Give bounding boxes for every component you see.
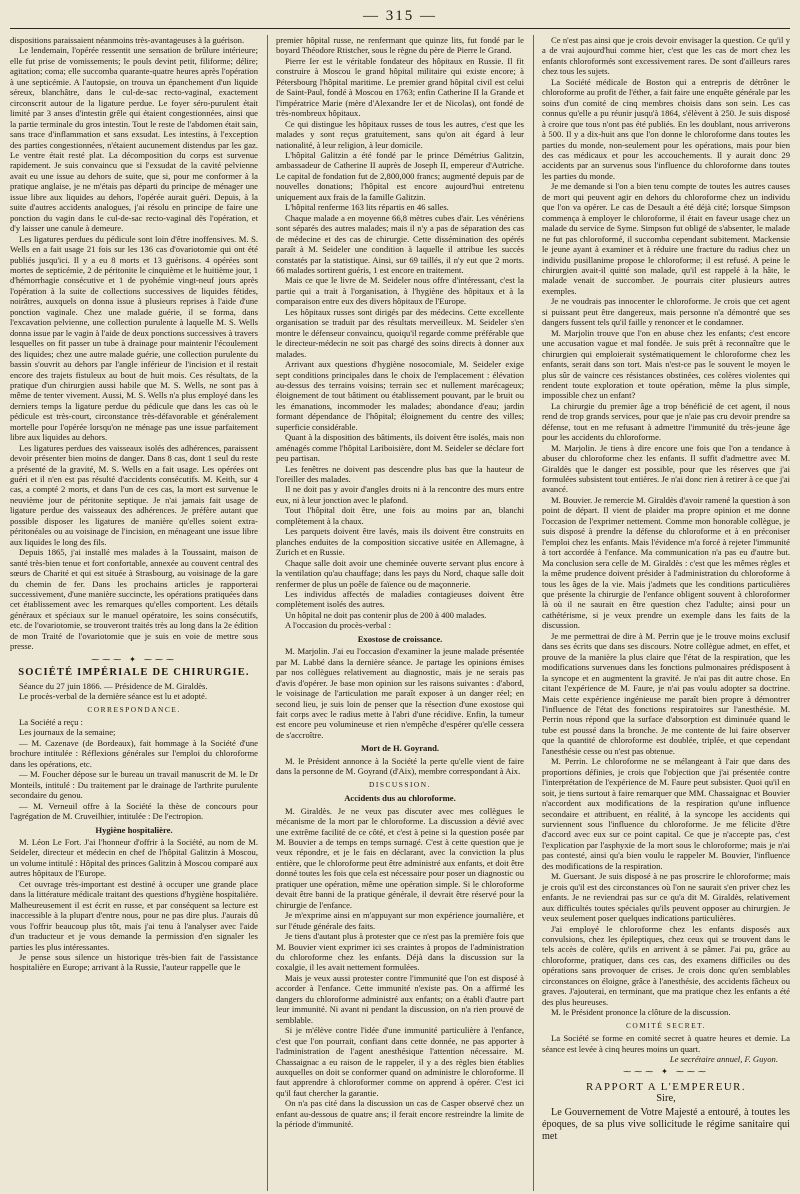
paragraph: La chirurgie du premier âge a trop bénéficié de cet agent, il nous rend de trop grands services, pour que je n'aie pas cru devoir prendre sa défense, tout en me refusant à admettre l'immunité du très-jeune âge pour les accidents du chloroforme.	[542, 400, 790, 443]
hospital-heading: Hygiène hospitalière.	[95, 824, 173, 835]
paragraph: Les parquets doivent être lavés, mais ils doivent être construits en planches enduites de la composition siccative usitée en Allemagne, à Zurich et en Russie.	[276, 526, 524, 558]
discussion-label: DISCUSSION.	[369, 779, 431, 789]
paragraph: Chaque malade a en moyenne 66,8 mètres cubes d'air. Les vénériens sont séparés des autres malades; mais il n'y a pas de séparation des cas de médecine et des cas de chirurgie. Cette dissémination des opérés paraît à M. Seideler une condition à laquelle il attribue les succès constatés par la statistique. Ainsi, sur 69 taillés, il n'y eut que 2 morts. 66 malades sortirent guéris, 1 est encore en traitement.	[276, 212, 524, 275]
columns	[10, 35, 790, 1191]
paragraph: M. Giraldès. Je ne veux pas discuter avec mes collègues le mécanisme de la mort par le chloroforme. La discussion a dévié avec une extrême facilité de ce côté, et c'est à peine si la question posée par M. Bouvier a de temps en temps surnagé. C'est à cette question que je veux répondre, et je le fais en déclarant, avec la conviction la plus entière, que le chloroforme peut être administré aux enfants, et doit être donné toutes les fois que cela est nécessaire pour poser un diagnostic ou pratiquer une opération, même une opération simple. Si le chloroforme devait être banni de la pratique générale, il devrait être réservé pour la chirurgie de l'enfance.	[276, 805, 524, 910]
paragraph: L'hôpital Galitzin a été fondé par le prince Démétrius Galitzin, ambassadeur de Catherine II auprès de Joseph II, empereur d'Autriche. Le capital de fondation fut de 2,800,000 francs; augmenté depuis par de nouvelles donations; l'hôpital est encore aujourd'hui entretenu uniquement aux frais de la famille Galitzin.	[276, 149, 524, 202]
paragraph: Je me demande si l'on a bien tenu compte de toutes les autres causes de mort qui peuvent agir en dehors du chloroforme chez un individu que l'on va opérer. Le cas de Desault a été déjà cité; lorsque Simpson commença à employer le chloroforme, il était en faveur usage chez un malade du service de Syme. Simpson fut obligé de s'absenter, le malade ne fut pas chloroformé, il succomba cependant subitement. Mackensie le jeune ayant à examiner et à réduire une fracture du radius chez un individu pusillanime propose le chloroforme; il est refusé. A peine le chirurgien avait-il quitté son malade, qu'il est rappelé à la hâte, le malade venait de succomber. Je pourrais citer plusieurs autres exemples.	[542, 181, 790, 296]
correspondence-item: — M. Cazenave (de Bordeaux), fait hommage à la Société d'une brochure intitulée : Réflexions générales sur l'emploi du chloroforme dans les opérations, etc.	[10, 737, 258, 769]
paragraph: Tout l'hôpital doit être, une fois au moins par an, blanchi complètement à la chaux.	[276, 505, 524, 526]
paragraph: On n'a pas cité dans la discussion un cas de Casper observé chez un enfant au-dessous de quatre ans; il ferait encore restreindre la limite de la période d'immunité.	[276, 1098, 524, 1130]
paragraph: Je me permettrai de dire à M. Perrin que je le trouve moins exclusif dans ses écrits que dans ses discours. Notre collègue admet, en effet, et prouve de la manière la plus claire que l'état de la respiration, que les modifications survenues dans les fonctions pulmonaires prédisposent à la syncope et en augmentent la gravité. Je n'ai pas dit autre chose. En citant l'expérience de M. Faure, je n'ai pas voulu adopter sa doctrine. Mais cette expérience ingénieuse me paraît bien propre à démontrer l'influence de l'état des fonctions respiratoires sur l'anesthésie. M. Perrin nous répond que la surface d'absorption est diminuée quand le tube est poussé dans la bronche. Je me contente de lui faire observer que la quantité de chloroforme est doublée, triplée, et que cependant l'anesthésie cesse ou n'est pas obtenue.	[542, 630, 790, 756]
croissance-heading: Exostose de croissance.	[357, 633, 443, 644]
paragraph: Si je m'élève contre l'idée d'une immunité particulière à l'enfance, c'est que l'on pourrait, confiant dans cette donnée, ne pas apporter à l'administration de l'agent anesthésique l'attention nécessaire. M. Chassaignac a eu raison de le rappeler, il y a des règles bien établies auxquelles on doit se conformer quand on administre le chloroforme. Il faut apprendre à chloroformer comme on apprend à opérer. C'est ici qu'il faut chercher la garantie.	[276, 1025, 524, 1098]
paragraph: J'ai employé le chloroforme chez les enfants disposés aux convulsions, chez les épileptiques, chez ceux qui se trouvent dans le tels accès de colère, qu'ils en arrivent à se pâmer. J'ai pu, grâce au chloroforme, pratiquer, dans ces cas, des examens difficiles ou des opérations sans provoquer de crises. Je crois donc qu'en semblables circonstances on éloigne, grâce à l'anesthésie, des accidents fâcheux ou graves. J'ajouterai, en terminant, que ma pratique chez les enfants a été des plus heureuses.	[542, 923, 790, 1007]
paragraph: Depuis 1865, j'ai installé mes malades à la Toussaint, maison de santé très-bien tenue et fort confortable, annexée au couvent central des sœurs de Charité et qui est située à Strasbourg, au voisinage de la gare du chemin de fer. Dans les prochains articles je rapporterai successivement, d'une manière succincte, les opérations pratiquées dans cet établissement avec les remarques qu'elles comportent. Les détails généraux et spéciaux sur le manuel opératoire, les soins consécutifs, etc. de l'ovariotomie, se trouveront traités très au long dans la 2e édition de mon Traité de l'ovariotomie que je suis en voie de mettre sous presse.	[10, 547, 258, 652]
paragraph: Les ligatures perdues des vaisseaux isolés des adhérences, paraissent devoir présenter bien moins de danger. Dans 8 cas, dont 1 seul du reste a présenté de la gravité, M. S. Wells en a fait usage. Les opérées ont guéri et il n'en est pas résulté d'accidents consécutifs. M. Keith, sur 4 cas, a compté 2 morts, et dans l'un de ces cas, la mort est survenue le neuvième jour de péritonite septique. Je n'ai jamais fait usage de ligature perdue des vaisseaux des adhérences. Je préfère autant que possible disposer les ligatures de manière qu'elles soient extra-péritonéales ou au voisinage de l'incision, en ménageant une issue libre aux liquides le long des fils.	[10, 442, 258, 547]
paragraph: Les ligatures perdues du pédicule sont loin d'être inoffensives. M. S. Wells en a fait usage 21 fois sur les 136 cas d'ovariotomie qui ont été publiés jusqu'ici. Il y a eu 8 morts et 13 guérisons. 4 opérées sont mortes de septicémie, 2 de péritonite le cinquième et le huitième jour, 1 d'hémorrhagie consécutive et 1 de pyohémie vingt-neuf jours après l'opération à la suite de collections successives de liquides fétides, noirâtres, auxquels on donna issue à plusieurs reprises à l'aide d'une ponction vaginale. Chez une malade guérie, il se forma, dans l'excavation pelvienne, une collection purulente à laquelle M. S. Wells donna issue par le vagin à l'aide de deux ponctions successives à travers lesquelles on fit passer un tube à drainage pour maintenir l'écoulement des liquides; chez une autre malade guérie, une collection purulente du bassin s'ouvrit au dehors par l'angle inférieur de l'incision et il restait encore des trajets fistuleux au bout de huit mois. Ces résultats, de la pratique d'un chirurgien aussi habile que M. S. Wells, ne sont pas à même de tenter vivement. Aussi, M. S. Wells n'a plus employé dans les derniers temps la ligature perdue du pédicule que dans les cas où le pédicule est très-court, circonstance très-défavorable et généralement mortelle pour l'opérée lorsqu'on ne ménage pas une issue parfaitement libre aux liquides au dehors.	[10, 233, 258, 443]
paragraph: Pierre Ier est le véritable fondateur des hôpitaux en Russie. Il fit construire à Moscou le grand hôpital militaire qui existe encore; à Pétersbourg l'hôpital maritime. Le premier grand hôpital civil est celui de Saint-Paul, fondé à Moscou en 1763; enfin Catherine II la Grande et l'impératrice Marie (mère d'Alexandre Ier et de Nicolas), ont fondé de très-nombreux hôpitaux.	[276, 55, 524, 119]
paragraph: Ce n'est pas ainsi que je crois devoir envisager la question. Ce qu'il y a de vrai aujourd'hui comme hier, c'est que les cas de mort chez les enfants chloroformés sont excessivement rares. De sont d'ailleurs rares chez tous les sujets.	[542, 35, 790, 77]
paragraph: M. Marjolin. J'ai eu l'occasion d'examiner la jeune malade présentée par M. Labbé dans la dernière séance. Je partage les opinions émises par nos collègues relativement au diagnostic, mais je ne serais pas d'avis d'opérer. Je base mon opinion sur les raisons suivantes : d'abord, le voisinage de l'articulation me paraît exposer à un danger réel; en second lieu, je suis loin de penser que la résection d'une exostose qui fait corps avec le radius mette à l'abri d'une récidive. Enfin, la tumeur est encore peu volumineuse et rien n'empêche d'espérer qu'elle cessera de s'accroître.	[276, 646, 524, 740]
paragraph: Je ne voudrais pas innocenter le chloroforme. Je crois que cet agent si puissant peut être dangereux, mais personne n'a démontré que ses dangers fussent tels qu'il faille y renoncer et le condamner.	[542, 296, 790, 328]
paragraph: La Société médicale de Boston qui a entrepris de détrôner le chloroforme au profit de l'éther, a fait faire une enquête générale par les soins d'un comité de cinq membres choisis dans son sein. Les cas connus qu'elle a pu réunir jusqu'à 1864, s'élèvent à 250. Je suis disposé à croire que tous n'ont pas été publiés. En les doublant, nous arriverons à 500. Il y a dix-huit ans que l'on donne le chloroforme dans toutes les parties du monde, non-seulement pour les opérations, mais pour bien des cas médicaux et pour les accouchements. Il y aurait donc 29 accidents par an survenus sous l'influence du chloroforme dans toutes les parties du monde.	[542, 76, 790, 181]
salutation: Sire,	[656, 1093, 676, 1105]
secretary-signature: Le secrétaire annuel, F. Guyon.	[669, 1053, 778, 1064]
paragraph: M. le Président prononce la clôture de la discussion.	[551, 1007, 731, 1018]
death-heading: Mort de H. Goyrand.	[360, 743, 440, 754]
paragraph: Je pense sous silence un historique très-bien fait de l'assistance hospitalière en Europe; arrivant à la Russie, l'auteur rappelle que le	[10, 951, 258, 973]
correspondence-item: — M. Foucher dépose sur le bureau un travail manuscrit de M. le Dr Monteils, intitulé : Du traitement par le drainage de l'arthrite purulente secondaire du genou.	[10, 769, 258, 801]
correspondence-heading: CORRESPONDANCE.	[87, 704, 181, 714]
ornament-divider: ⁓⁓⁓ ✦ ⁓⁓⁓	[91, 654, 177, 664]
paragraph: Je m'exprime ainsi en m'appuyant sur mon expérience journalière, et sur l'étude générale des faits.	[276, 910, 524, 931]
paragraph: M. Bouvier. Je remercie M. Giraldès d'avoir ramené la question à son point de départ. Il vient de plaider ma propre opinion et me donne l'occasion de l'exprimer nettement. Comme mon honorable collègue, je suis disposé à prendre la défense du chloroforme et à en préconiser l'emploi chez les enfants. Mais l'évidence m'a forcé à rejeter l'immunité à tort accordée à l'enfance. Ma communication n'a pas eu d'autre but. Ma conclusion sera celle de M. Giraldès : c'est que les mêmes règles et la même prudence doivent présider à l'administration du chloroforme à tous les âges de la vie. Mais j'admets que les conditions particulières que présente la chirurgie de l'enfance obligent souvent à chloroformer là où il ne saurait en être question chez l'adulte; ainsi pour un cathétérisme, si je veux prendre un exemple dans les faits de la discussion.	[542, 494, 790, 631]
paragraph: Il ne doit pas y avoir d'angles droits ni à la rencontre des murs entre eux, ni à leur jonction avec le plafond.	[276, 484, 524, 505]
paragraph: M. Léon Le Fort. J'ai l'honneur d'offrir à la Société, au nom de M. Seideler, directeur et médecin en chef de l'hôpital Galitzin à Moscou, un volume intitulé : Hôpital des princes Galitzin à Moscou comparé aux autres hôpitaux de l'Europe.	[10, 836, 258, 879]
received-line: La Société a reçu :	[19, 717, 83, 727]
paragraph: L'hôpital renferme 163 lits répartis en 46 salles.	[285, 202, 449, 213]
top-rule	[10, 28, 790, 29]
paragraph: A l'occasion du procès-verbal :	[285, 620, 392, 631]
paragraph: Quant à la disposition des bâtiments, ils doivent être isolés, mais non aménagés comme l'hôpital Lariboisière, dont M. Seideler se déclare fort peu partisan.	[276, 432, 524, 464]
correspondence-item: — M. Verneuil offre à la Société la thèse de concours pour l'agrégation de M. Cruveilhier, intitulée : De l'ectropion.	[10, 800, 258, 822]
paragraph: M. Perrin. Le chloroforme ne se mélangeant à l'air que dans des proportions définies, je crois que l'objection que j'ai présentée contre l'interprétation de l'expérience de M. Faure peut subsister. Quoi qu'il en soit, je tiens surtout à faire remarquer que MM. Chassaignac et Bouvier n'accordent aux modifications de la respiration qu'une influence secondaire et attribuent, en réalité, à la syncope les accidents qui surviennent sous l'influence du chloroforme. Je me félicite d'être d'accord avec eux sur ce point capital. Ce que je n'accepte pas, c'est l'explication par l'asphyxie de la mort sous le chloroforme; mais je n'ai pas contesté, ainsi qu'a bien voulu le rappeler M. Bouvier, l'influence des modifications de la respiration.	[542, 756, 790, 871]
paragraph: Chaque salle doit avoir une cheminée ouverte servant plus encore à la ventilation qu'au chauffage; dans les pays du Nord, chaque salle doit renfermer de plus un poêle de faïence ou de maçonnerie.	[276, 557, 524, 589]
paragraph: M. le Président annonce à la Société la perte qu'elle vient de faire dans la personne de M. Goyrand (d'Aix), membre correspondant à Aix.	[276, 755, 524, 777]
society-title: SOCIÉTÉ IMPÉRIALE DE CHIRURGIE.	[18, 667, 250, 679]
paragraph: Le lendemain, l'opérée ressentit une sensation de brûlure intérieure; elle fut prise de vomissements; le pouls devint petit, filiforme; délire; agitation; coma; elle succomba quarante-quatre heures après l'opération à une septicémie. A l'autopsie, on trouva un épanchement d'un liquide séreux, blanchâtre, dans le cul-de-sac recto-vaginal, exactement circonscrit autour de la ligature perdue. Le foyer séro-purulent était limité par 3 anses d'intestin grêle qui étaient congestionnées, ainsi que la partie terminale du gros intestin. Tout le reste de l'abdomen était sain, sans trace d'inflammation et sans exsudat. Les intestins, à l'exception des parties congestionnées, n'étaient aucunement distendus par les gaz. Le ventre était resté plat. La décomposition du corps est survenue rapidement. Je suis convaincu que si l'exsudat de la cavité pelvienne avait eu une issue au dehors de suite, que si, pour me conformer à la pratique anglaise, je ne m'étais pas départi du principe de ménager une issue libre aux liquides au dehors, l'opérée aurait guéri. Depuis, à la suite d'autres accidents analogues, j'ai résolu en principe de faire une ponction du vagin dans le cul-de-sac recto-vaginal dès l'opération, et d'y laisser une canule à demeure.	[10, 45, 258, 234]
paragraph: Je tiens d'autant plus à protester que ce n'est pas la première fois que M. Bouvier vient exprimer ici ses craintes à propos de l'administration du chloroforme chez les enfants. Déjà dans la discussion sur la coxalgie, il les avait nettement formulées.	[276, 931, 524, 973]
paragraph: La Société se forme en comité secret à quatre heures et demie. La séance est levée à cinq heures moins un quart.	[542, 1033, 790, 1054]
minutes-line: Le procès-verbal de la dernière séance est lu et adopté.	[19, 691, 208, 702]
correspondence-item: Les journaux de la semaine;	[19, 727, 116, 738]
paragraph: M. Marjolin. Je tiens à dire encore une fois que l'on a tendance à abuser du chloroforme chez les enfants. Il suffit d'admettre avec M. Giraldès que le danger est possible, pour que les réserves que j'ai formulées subsistent tout entières. Je n'ai donc rien à retirer à ce que j'ai avancé.	[542, 442, 790, 495]
paragraph: Les fenêtres ne doivent pas descendre plus bas que la hauteur de l'oreiller des malades.	[276, 463, 524, 485]
paragraph: Les individus affectés de maladies contagieuses doivent être complètement isolés des autres.	[276, 589, 524, 610]
column-2	[267, 35, 524, 1191]
page-number: — 315 —	[363, 8, 437, 24]
column-3	[533, 35, 790, 1191]
paragraph: Un hôpital ne doit pas contenir plus de 200 à 400 malades.	[285, 609, 487, 620]
paragraph: Cet ouvrage très-important est destiné à occuper une grande place dans la littérature médicale traitant des questions d'hygiène hospitalière. Malheureusement il est écrit en russe, et par conséquent sa lecture est inaccessible à la plupart d'entre nous, pour ne pas dire plus. J'aurais dû vous l'offrir beaucoup plus tôt, mais j'ai tenu à l'analyser avec l'aide d'un traducteur et je vous demande la permission d'en signaler les parties les plus intéressantes.	[10, 878, 258, 952]
ornament-divider: ⁓⁓⁓ ✦ ⁓⁓⁓	[623, 1067, 709, 1077]
paragraph: Les hôpitaux russes sont dirigés par des médecins. Cette excellente organisation se traduit par des résultats merveilleux. M. Seideler s'en montre le défenseur convaincu, quoiqu'il regarde comme préférable que le directeur-médecin ne soit pas chargé des soins directs à donner aux malades.	[276, 306, 524, 359]
paragraph: Ce qui distingue les hôpitaux russes de tous les autres, c'est que les malades y sont reçus gratuitement, sans qu'on ait égard à leur nationalité, à leur religion, à leur domicile.	[276, 118, 524, 150]
discussion-heading: Accidents dus au chloroforme.	[344, 793, 456, 804]
column-1	[10, 35, 258, 1191]
paragraph: Le Gouvernement de Votre Majesté a entouré, à toutes les époques, de sa plus vive sollicitude le régime sanitaire qui met	[542, 1106, 790, 1142]
paragraph: premier hôpital russe, ne renfermant que quinze lits, fut fondé par le boyard Théodore Rtistcher, sous le règne du père de Pierre le Grand.	[276, 35, 524, 56]
secret-heading: COMITÉ SECRET.	[626, 1020, 706, 1030]
paragraph: M. Marjolin trouve que l'on en abuse chez les enfants; c'est encore une accusation vague et mal fondée. Je suis prêt à reconnaître que le chirurgien qui emploierait systématiquement le chloroforme chez les enfants, serait dans son tort. Mais n'est-ce pas le souvent le moyen le plus sûr de vaincre ces résistances obstinées, ces colères violentes qui rendent toute exploration et toute opération, même la plus simple, impossible chez un enfant?	[542, 327, 790, 401]
paragraph: Arrivant aux questions d'hygiène nosocomiale, M. Seideler exige sept conditions principales dans le choix de l'emplacement : élévation au-dessus des terrains voisins; terrain sec et nullement marécageux; éloignement de tout bâtiment ou établissement pouvant, par le bruit ou les émanations, incommoder les malades; abondance d'eau; jardin formant dépendance de l'hôpital; éloignement du centre des villes; superficie considérable.	[276, 359, 524, 432]
paragraph: Mais je veux aussi protester contre l'immunité que l'on est disposé à accorder à l'enfance. Cette immunité n'existe pas. On a affirmé les dangers du chloroforme administré aux enfants; on a établi d'autre part leur immunité. Ni avant ni pendant la discussion, on n'a rien prouvé de semblable.	[276, 972, 524, 1025]
paragraph: dispositions paraissaient néanmoins très-avantageuses à la guérison.	[10, 35, 245, 45]
paragraph: M. Guersant. Je suis disposé à ne pas proscrire le chloroforme; mais je crois qu'il est des circonstances où l'on ne saurait s'en priver chez les enfants. Je ne reviendrai pas sur ce qu'a dit M. Giraldès, relativement aux difficultés toutes spéciales qu'ils peuvent opposer au chirurgien. Je veux seulement poser quelques indications particulières.	[542, 871, 790, 924]
session-line: Séance du 27 juin 1866. — Présidence de M. Giraldès.	[19, 680, 208, 691]
paragraph: Mais ce que le livre de M. Seideler nous offre d'intéressant, c'est la partie qui a trait à l'organisation, à l'hygiène des hôpitaux et à la comparaison entre eux des divers hôpitaux de l'Europe.	[276, 275, 524, 307]
rapport-heading: RAPPORT A L'EMPEREUR.	[585, 1080, 747, 1093]
